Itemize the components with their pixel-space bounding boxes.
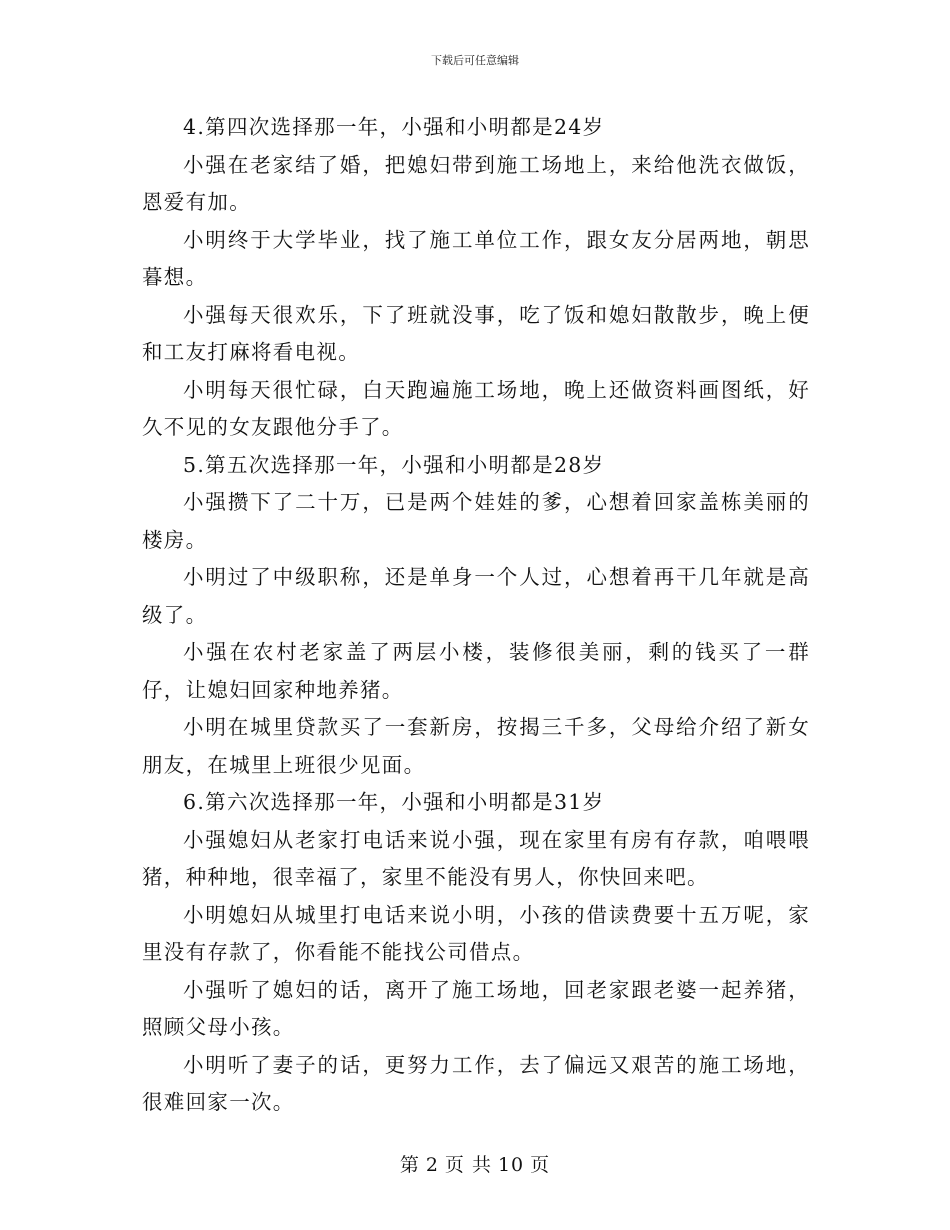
paragraph: 小强听了媳妇的话，离开了施工场地，回老家跟老婆一起养猪，照顾父母小孩。 [142,977,810,1039]
paragraph: 小强媳妇从老家打电话来说小强，现在家里有房有存款，咱喂喂猪，种种地，很幸福了，家里不能没有男人，你快回来吧。 [142,827,810,889]
paragraph: 小强每天很欢乐，下了班就没事，吃了饭和媳妇散散步，晚上便和工友打麻将看电视。 [142,302,810,364]
paragraph: 小强在农村老家盖了两层小楼，装修很美丽，剩的钱买了一群仔，让媳妇回家种地养猪。 [142,640,810,702]
paragraph: 小明每天很忙碌，白天跑遍施工场地，晚上还做资料画图纸，好久不见的女友跟他分手了。 [142,377,810,439]
page-header: 下载后可任意编辑 [431,54,519,67]
paragraph: 小明媳妇从城里打电话来说小明，小孩的借读费要十五万呢，家里没有存款了，你看能不能找公司借点。 [142,902,810,964]
paragraph: 小明听了妻子的话，更努力工作，去了偏远又艰苦的施工场地，很难回家一次。 [142,1052,810,1114]
paragraph: 小强在老家结了婚，把媳妇带到施工场地上，来给他洗衣做饭，恩爱有加。 [142,152,810,214]
footer-suffix: 页 [530,1154,551,1176]
paragraph: 小强攒下了二十万，已是两个娃娃的爹，心想着回家盖栋美丽的楼房。 [142,490,810,552]
footer-middle: 页 共 [444,1154,492,1176]
paragraph: 小明终于大学毕业，找了施工单位工作，跟女友分居两地，朝思暮想。 [142,227,810,289]
document-body [142,109,810,1122]
total-pages: 10 [497,1154,525,1176]
section-heading-6: 6.第六次选择那一年，小强和小明都是31岁 [183,790,605,814]
page-footer [0,1150,950,1177]
page-number: 2 [425,1154,439,1176]
section-heading-4: 4.第四次选择那一年，小强和小明都是24岁 [183,115,605,139]
footer-prefix: 第 [399,1154,420,1176]
paragraph: 小明在城里贷款买了一套新房，按揭三千多，父母给介绍了新女朋友，在城里上班很少见面。 [142,715,810,777]
section-heading-5: 5.第五次选择那一年，小强和小明都是28岁 [183,452,605,477]
paragraph: 小明过了中级职称，还是单身一个人过，心想着再干几年就是高级了。 [142,565,810,627]
